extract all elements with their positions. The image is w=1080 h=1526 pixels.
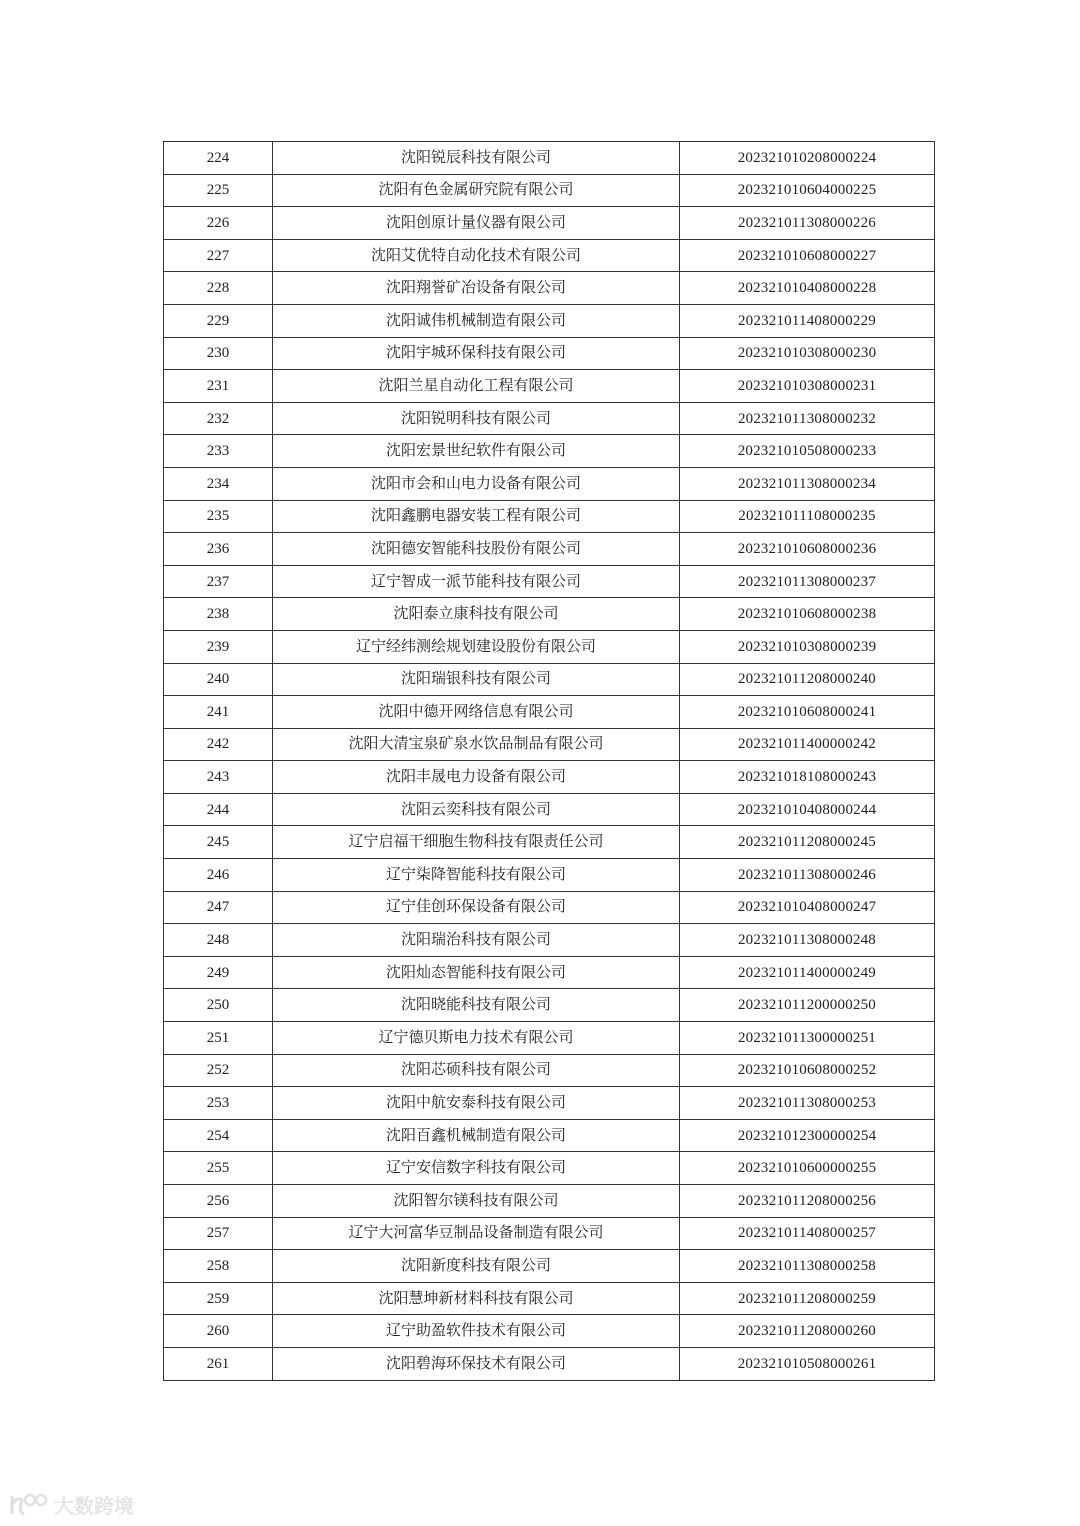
registration-code: 202321010508000261 bbox=[680, 1347, 935, 1380]
registration-code: 202321010308000231 bbox=[680, 370, 935, 403]
company-name: 辽宁德贝斯电力技术有限公司 bbox=[273, 1022, 680, 1055]
registration-code: 202321011208000240 bbox=[680, 663, 935, 696]
registration-code: 202321010604000225 bbox=[680, 174, 935, 207]
company-name: 沈阳中德开网络信息有限公司 bbox=[273, 696, 680, 729]
company-name: 辽宁经纬测绘规划建设股份有限公司 bbox=[273, 630, 680, 663]
row-number: 242 bbox=[164, 728, 273, 761]
row-number: 249 bbox=[164, 956, 273, 989]
row-number: 259 bbox=[164, 1282, 273, 1315]
registration-code: 202321011208000245 bbox=[680, 826, 935, 859]
table-row bbox=[164, 142, 935, 175]
company-list-table bbox=[163, 141, 935, 1381]
row-number: 251 bbox=[164, 1022, 273, 1055]
row-number: 224 bbox=[164, 142, 273, 175]
table-row bbox=[164, 793, 935, 826]
watermark-logo-icon bbox=[8, 1492, 48, 1518]
table-row bbox=[164, 989, 935, 1022]
registration-code: 202321011308000226 bbox=[680, 207, 935, 240]
registration-code: 202321010600000255 bbox=[680, 1152, 935, 1185]
company-name: 沈阳锐明科技有限公司 bbox=[273, 402, 680, 435]
company-name: 沈阳智尔镁科技有限公司 bbox=[273, 1185, 680, 1218]
registration-code: 202321018108000243 bbox=[680, 761, 935, 794]
table-row bbox=[164, 1347, 935, 1380]
company-name: 沈阳锐辰科技有限公司 bbox=[273, 142, 680, 175]
row-number: 250 bbox=[164, 989, 273, 1022]
row-number: 226 bbox=[164, 207, 273, 240]
registration-code: 202321011208000260 bbox=[680, 1315, 935, 1348]
row-number: 252 bbox=[164, 1054, 273, 1087]
registration-code: 202321012300000254 bbox=[680, 1119, 935, 1152]
table-row bbox=[164, 630, 935, 663]
registration-code: 202321011308000253 bbox=[680, 1087, 935, 1120]
table-row bbox=[164, 304, 935, 337]
company-name: 沈阳大清宝泉矿泉水饮品制品有限公司 bbox=[273, 728, 680, 761]
row-number: 257 bbox=[164, 1217, 273, 1250]
row-number: 238 bbox=[164, 598, 273, 631]
company-name: 沈阳诚伟机械制造有限公司 bbox=[273, 304, 680, 337]
table-row bbox=[164, 533, 935, 566]
row-number: 245 bbox=[164, 826, 273, 859]
table-row bbox=[164, 1185, 935, 1218]
row-number: 254 bbox=[164, 1119, 273, 1152]
company-name: 辽宁佳创环保设备有限公司 bbox=[273, 891, 680, 924]
table-row bbox=[164, 826, 935, 859]
row-number: 232 bbox=[164, 402, 273, 435]
company-name: 沈阳宏景世纪软件有限公司 bbox=[273, 435, 680, 468]
table-row bbox=[164, 435, 935, 468]
registration-code: 202321011408000229 bbox=[680, 304, 935, 337]
registration-code: 202321010408000247 bbox=[680, 891, 935, 924]
table-row bbox=[164, 1250, 935, 1283]
row-number: 261 bbox=[164, 1347, 273, 1380]
company-name: 辽宁智成一派节能科技有限公司 bbox=[273, 565, 680, 598]
table-row bbox=[164, 370, 935, 403]
row-number: 229 bbox=[164, 304, 273, 337]
company-name: 辽宁安信数字科技有限公司 bbox=[273, 1152, 680, 1185]
company-name: 沈阳市会和山电力设备有限公司 bbox=[273, 467, 680, 500]
company-name: 沈阳芯硕科技有限公司 bbox=[273, 1054, 680, 1087]
company-name: 沈阳宇城环保科技有限公司 bbox=[273, 337, 680, 370]
row-number: 246 bbox=[164, 859, 273, 892]
registration-code: 202321011308000234 bbox=[680, 467, 935, 500]
row-number: 236 bbox=[164, 533, 273, 566]
table-row bbox=[164, 1022, 935, 1055]
row-number: 228 bbox=[164, 272, 273, 305]
registration-code: 202321011400000242 bbox=[680, 728, 935, 761]
company-name: 沈阳碧海环保技术有限公司 bbox=[273, 1347, 680, 1380]
registration-code: 202321010408000244 bbox=[680, 793, 935, 826]
company-name: 沈阳慧坤新材料科技有限公司 bbox=[273, 1282, 680, 1315]
table-row bbox=[164, 598, 935, 631]
table-row bbox=[164, 402, 935, 435]
row-number: 233 bbox=[164, 435, 273, 468]
registration-code: 202321011308000232 bbox=[680, 402, 935, 435]
row-number: 231 bbox=[164, 370, 273, 403]
table-row bbox=[164, 1282, 935, 1315]
row-number: 244 bbox=[164, 793, 273, 826]
registration-code: 202321010608000238 bbox=[680, 598, 935, 631]
company-name: 辽宁大河富华豆制品设备制造有限公司 bbox=[273, 1217, 680, 1250]
table-row bbox=[164, 1054, 935, 1087]
company-name: 沈阳瑞治科技有限公司 bbox=[273, 924, 680, 957]
table-row bbox=[164, 500, 935, 533]
company-name: 辽宁启福干细胞生物科技有限责任公司 bbox=[273, 826, 680, 859]
table-row bbox=[164, 891, 935, 924]
table-row bbox=[164, 761, 935, 794]
registration-code: 202321011308000258 bbox=[680, 1250, 935, 1283]
company-name: 沈阳翔誉矿冶设备有限公司 bbox=[273, 272, 680, 305]
row-number: 225 bbox=[164, 174, 273, 207]
table-row bbox=[164, 1119, 935, 1152]
row-number: 235 bbox=[164, 500, 273, 533]
company-name: 沈阳中航安泰科技有限公司 bbox=[273, 1087, 680, 1120]
registration-code: 202321011200000250 bbox=[680, 989, 935, 1022]
table-row bbox=[164, 1087, 935, 1120]
table-row bbox=[164, 663, 935, 696]
company-name: 沈阳有色金属研究院有限公司 bbox=[273, 174, 680, 207]
table-row bbox=[164, 207, 935, 240]
row-number: 240 bbox=[164, 663, 273, 696]
registration-code: 202321010208000224 bbox=[680, 142, 935, 175]
company-name: 沈阳晓能科技有限公司 bbox=[273, 989, 680, 1022]
registration-code: 202321011208000259 bbox=[680, 1282, 935, 1315]
registration-code: 202321011308000246 bbox=[680, 859, 935, 892]
company-name: 辽宁柒降智能科技有限公司 bbox=[273, 859, 680, 892]
registration-code: 202321010608000252 bbox=[680, 1054, 935, 1087]
registration-code: 202321011400000249 bbox=[680, 956, 935, 989]
company-name: 沈阳瑞银科技有限公司 bbox=[273, 663, 680, 696]
row-number: 237 bbox=[164, 565, 273, 598]
registration-code: 202321010308000239 bbox=[680, 630, 935, 663]
registration-code: 202321010608000227 bbox=[680, 239, 935, 272]
company-name: 沈阳新度科技有限公司 bbox=[273, 1250, 680, 1283]
row-number: 256 bbox=[164, 1185, 273, 1218]
row-number: 227 bbox=[164, 239, 273, 272]
table-row bbox=[164, 272, 935, 305]
row-number: 243 bbox=[164, 761, 273, 794]
table-row bbox=[164, 956, 935, 989]
company-name: 沈阳泰立康科技有限公司 bbox=[273, 598, 680, 631]
row-number: 255 bbox=[164, 1152, 273, 1185]
row-number: 247 bbox=[164, 891, 273, 924]
table-row bbox=[164, 337, 935, 370]
registration-code: 202321010508000233 bbox=[680, 435, 935, 468]
company-name: 沈阳丰晟电力设备有限公司 bbox=[273, 761, 680, 794]
row-number: 260 bbox=[164, 1315, 273, 1348]
registration-code: 202321011208000256 bbox=[680, 1185, 935, 1218]
table-row bbox=[164, 239, 935, 272]
row-number: 230 bbox=[164, 337, 273, 370]
table-row bbox=[164, 728, 935, 761]
row-number: 248 bbox=[164, 924, 273, 957]
table-row bbox=[164, 1152, 935, 1185]
company-name: 沈阳艾优特自动化技术有限公司 bbox=[273, 239, 680, 272]
table-row bbox=[164, 696, 935, 729]
row-number: 241 bbox=[164, 696, 273, 729]
table-row bbox=[164, 467, 935, 500]
company-name: 沈阳兰星自动化工程有限公司 bbox=[273, 370, 680, 403]
company-name: 沈阳灿态智能科技有限公司 bbox=[273, 956, 680, 989]
company-name: 辽宁助盈软件技术有限公司 bbox=[273, 1315, 680, 1348]
registration-code: 202321010408000228 bbox=[680, 272, 935, 305]
row-number: 253 bbox=[164, 1087, 273, 1120]
registration-code: 202321010308000230 bbox=[680, 337, 935, 370]
table-row bbox=[164, 565, 935, 598]
table-row bbox=[164, 1315, 935, 1348]
company-name: 沈阳百鑫机械制造有限公司 bbox=[273, 1119, 680, 1152]
row-number: 258 bbox=[164, 1250, 273, 1283]
company-name: 沈阳鑫鹏电器安装工程有限公司 bbox=[273, 500, 680, 533]
row-number: 234 bbox=[164, 467, 273, 500]
table-row bbox=[164, 174, 935, 207]
watermark-text: 大数跨境 bbox=[54, 1494, 134, 1518]
row-number: 239 bbox=[164, 630, 273, 663]
registration-code: 202321011300000251 bbox=[680, 1022, 935, 1055]
registration-code: 202321011108000235 bbox=[680, 500, 935, 533]
registration-code: 202321010608000241 bbox=[680, 696, 935, 729]
table-row bbox=[164, 924, 935, 957]
table-row bbox=[164, 1217, 935, 1250]
company-name: 沈阳云奕科技有限公司 bbox=[273, 793, 680, 826]
registration-code: 202321011308000248 bbox=[680, 924, 935, 957]
company-name: 沈阳创原计量仪器有限公司 bbox=[273, 207, 680, 240]
watermark bbox=[8, 1490, 134, 1519]
company-name: 沈阳德安智能科技股份有限公司 bbox=[273, 533, 680, 566]
registration-code: 202321010608000236 bbox=[680, 533, 935, 566]
registration-code: 202321011308000237 bbox=[680, 565, 935, 598]
registration-code: 202321011408000257 bbox=[680, 1217, 935, 1250]
table-row bbox=[164, 859, 935, 892]
